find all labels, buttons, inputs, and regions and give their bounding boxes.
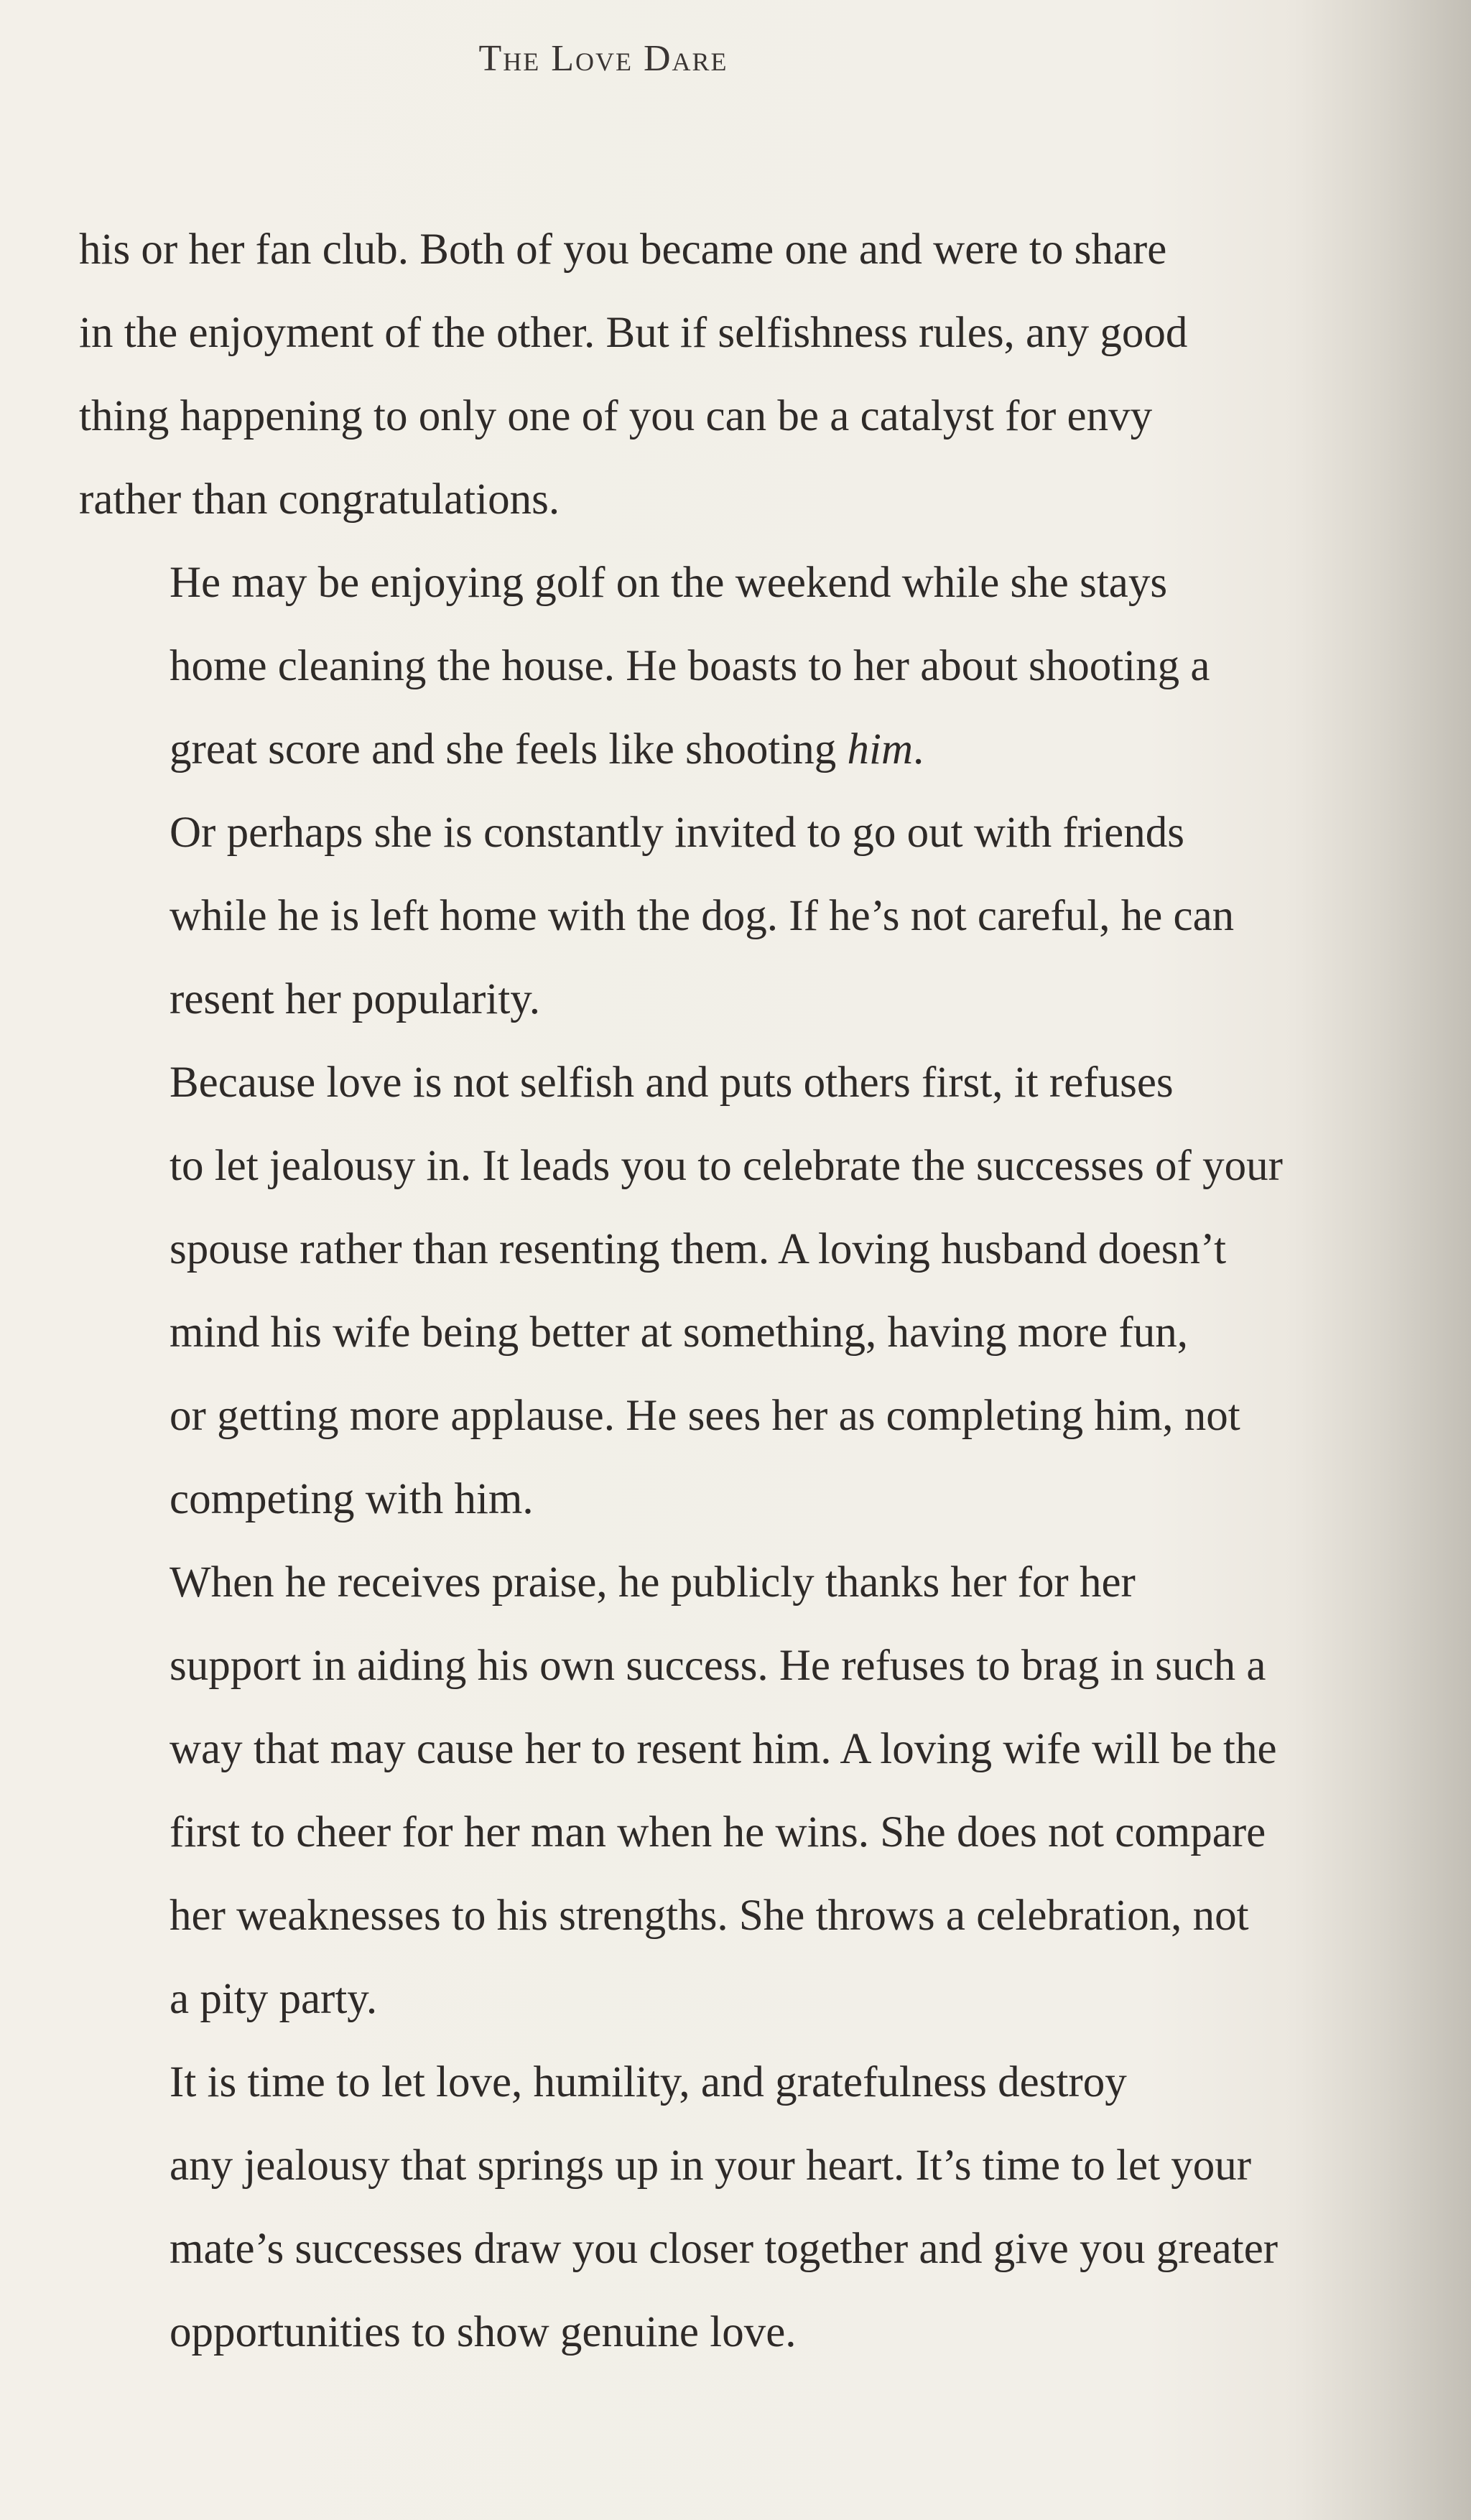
- text-line: in the enjoyment of the other. But if selfishness rules, any good: [79, 309, 1188, 357]
- text-line: mind his wife being better at something, having more fun,: [170, 1308, 1188, 1357]
- text-line: support in aiding his own success. He refuses to brag in such a: [170, 1642, 1266, 1690]
- text-line: her weaknesses to his strengths. She throws a celebration, not: [170, 1892, 1249, 1940]
- paragraph-1: [79, 208, 1393, 541]
- paragraph-6: [79, 2041, 1393, 2374]
- text-line: When he receives praise, he publicly thanks her for her: [170, 1558, 1136, 1607]
- text-line: resent her popularity.: [170, 975, 541, 1023]
- paragraph-5: [79, 1541, 1393, 2041]
- body-text: [79, 208, 1393, 2374]
- text-segment: great score and she feels like shooting: [170, 725, 848, 773]
- emphasis-word: him: [847, 725, 914, 773]
- text-line: spouse rather than resenting them. A loving husband doesn’t: [170, 1225, 1227, 1273]
- paragraph-3: [79, 791, 1393, 1041]
- text-line: home cleaning the house. He boasts to her about shooting a: [170, 642, 1210, 690]
- text-line: opportunities to show genuine love.: [170, 2308, 797, 2356]
- paragraph-4: [79, 1041, 1393, 1541]
- text-line: a pity party.: [170, 1975, 378, 2023]
- text-line: his or her fan club. Both of you became one and were to share: [79, 226, 1167, 274]
- text-line: to let jealousy in. It leads you to celebrate the successes of your: [170, 1142, 1283, 1190]
- text-line: or getting more applause. He sees her as completing him, not: [170, 1392, 1240, 1440]
- text-line: while he is left home with the dog. If he’s not careful, he can: [170, 892, 1235, 940]
- text-line: Because love is not selfish and puts others first, it refuses: [170, 1059, 1174, 1107]
- text-line: Or perhaps she is constantly invited to go out with friends: [170, 809, 1184, 857]
- text-line: first to cheer for her man when he wins. She does not compare: [170, 1808, 1266, 1856]
- text-line-with-emphasis: [79, 708, 1393, 791]
- text-line: rather than congratulations.: [79, 475, 560, 524]
- text-segment: .: [913, 725, 924, 773]
- text-line: way that may cause her to resent him. A loving wife will be the: [170, 1725, 1277, 1773]
- text-line: competing with him.: [170, 1475, 534, 1523]
- text-line: He may be enjoying golf on the weekend while she stays: [170, 559, 1168, 607]
- text-line: mate’s successes draw you closer together and give you greater: [170, 2225, 1279, 2273]
- text-line: It is time to let love, humility, and gratefulness destroy: [170, 2058, 1127, 2106]
- text-line: thing happening to only one of you can be a catalyst for envy: [79, 392, 1153, 440]
- running-head: The Love Dare: [478, 38, 728, 79]
- text-line: any jealousy that springs up in your heart. It’s time to let your: [170, 2142, 1252, 2190]
- paragraph-2: [79, 541, 1393, 791]
